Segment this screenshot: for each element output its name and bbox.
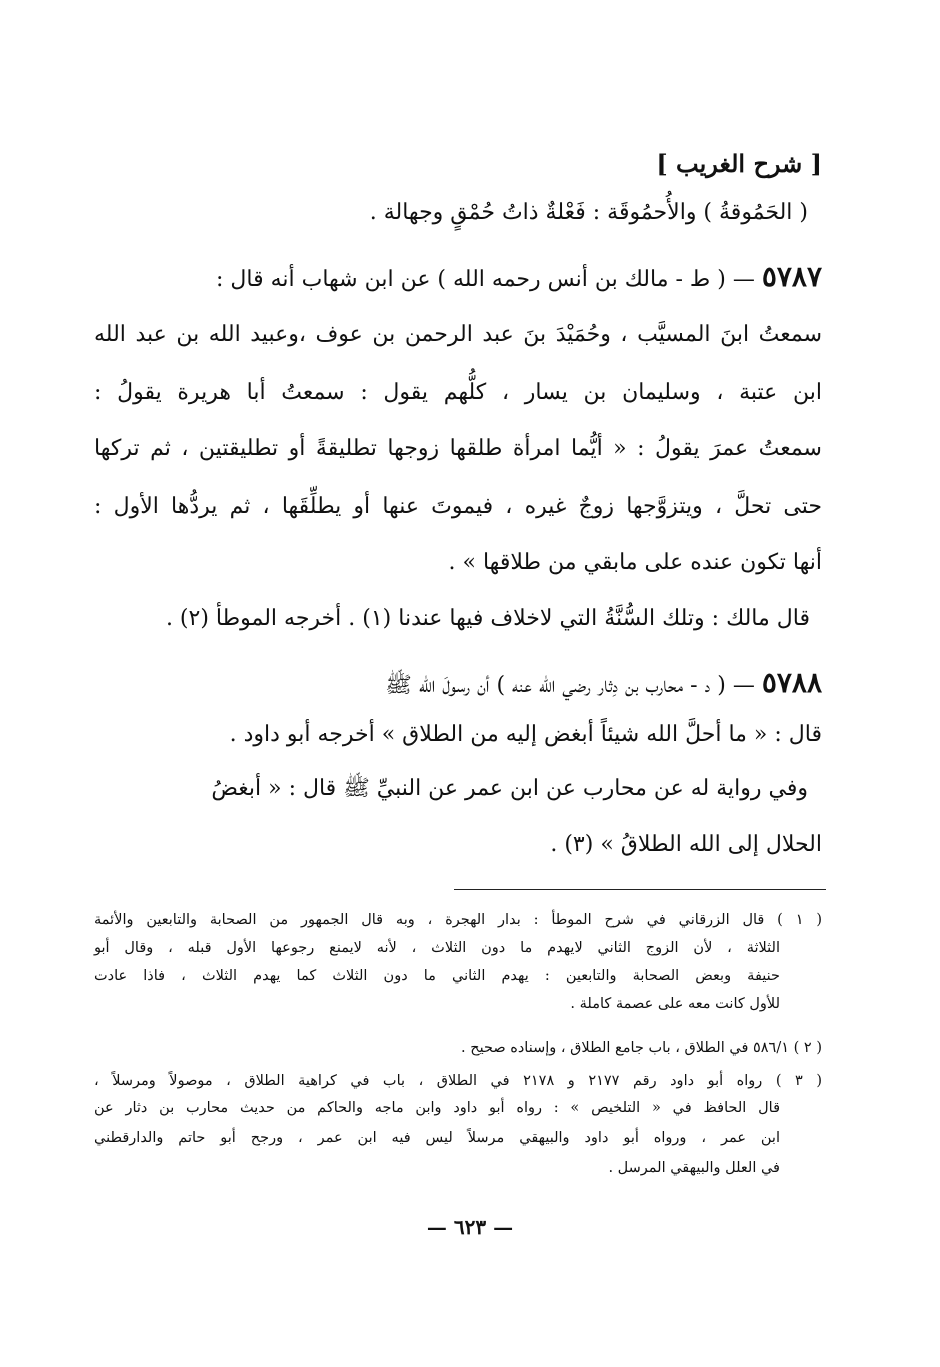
footnote-3-line: ابن عمر ، ورواه أبو داود والبيهقي مرسلاً ليس فيه ابن عمر ، ورجح أبو حاتم والدارقطني xyxy=(94,1130,780,1146)
footnote-1-line: الثلاثة ، لأن الزوج الثاني لايهدم ما دون الثلاث ، لأنه لايمنع رجوعها الأول قبله ، وقال أبو xyxy=(94,940,780,956)
footnote-3-line: في العلل والبيهقي المرسل . xyxy=(608,1160,780,1176)
hadith-5787-line: سمعتُ عمرَ يقولُ : « أيُّما امرأة طلقها زوجها تطليقةً أو تطليقتين ، ثم تركها xyxy=(94,436,822,461)
malik-note: قال مالك : وتلك السُّنَّةُ التي لاخلاف فيها عندنا (١) . أخرجه الموطأ (٢) . xyxy=(165,606,810,631)
hadith-5787-line: أنها تكون عنده على مابقي من طلاقها » . xyxy=(448,550,822,575)
footnote-1-line: للأول كانت معه على عصمة كاملة . xyxy=(570,996,780,1012)
hadith-5787-header xyxy=(216,260,822,294)
footnote-divider xyxy=(454,889,826,890)
footnote-2-line: ( ٢ ) ٥٨٦/١ في الطلاق ، باب جامع الطلاق ، وإسناده صحيح . xyxy=(461,1040,822,1056)
footnote-3-line: قال الحافظ في « التلخيص » : رواه أبو داود وابن ماجه والحاكم من حديث محارب بن دثار عن xyxy=(94,1100,780,1116)
hadith-5788-line: الحلال إلى الله الطلاقُ » (٣) . xyxy=(550,832,822,857)
hadith-5788-line: قال : « ما أحلَّ الله شيئاً أبغض إليه من الطلاق » أخرجه أبو داود . xyxy=(229,722,822,747)
hadith-number: ٥٧٨٧ xyxy=(761,260,822,293)
footnote-3-line: ( ٣ ) رواه أبو داود رقم ٢١٧٧ و ٢١٧٨ في الطلاق ، باب في كراهية الطلاق ، موصولاً ومرسلاً ، xyxy=(94,1073,822,1089)
gharib-definition: ( الحَمُوقةُ ) والأُحمُوقَة : فَعْلةٌ ذاتُ حُمْقٍ وجهالة . xyxy=(369,200,808,225)
hadith-5788-header xyxy=(385,666,822,700)
page-number: — ٦٢٣ — xyxy=(426,1215,514,1239)
hadith-5787-line: حتى تحلَّ ، ويتزوَّجها زوجٌ غيره ، فيموتَ عنها أو يطلِّقَها ، ثم يردُّها الأول : xyxy=(94,494,822,519)
hadith-5787-line: ابن عتبة ، وسليمان بن يسار ، كلُّهم يقول : سمعتُ أبا هريرة يقولُ : xyxy=(94,380,822,405)
hadith-source: — ( ط - مالك بن أنس رحمه الله ) عن ابن شهاب أنه قال : xyxy=(215,267,755,292)
hadith-5788-line: وفي رواية له عن محارب عن ابن عمر عن النبيِّ ﷺ قال : « أبغضُ xyxy=(211,776,808,801)
hadith-number: ٥٧٨٨ xyxy=(761,666,822,699)
footnote-1-line: حنيفة وبعض الصحابة والتابعين : يهدم الثاني ما دون الثلاث كما يهدم الثلاث ، فاذا عادت xyxy=(94,968,780,984)
hadith-source: — ( د - محارب بن دِثار رضي الله عنه ) أن رسولَ الله ﷺ xyxy=(385,673,755,698)
gharib-heading: [ شرح الغريب ] xyxy=(656,149,822,178)
footnote-1-line: ( ١ ) قال الزرقاني في شرح الموطأ : بدار الهجرة ، وبه قال الجمهور من الصحابة والتابعين والأئمة xyxy=(94,912,822,928)
hadith-5787-line: سمعتُ ابنَ المسيَّب ، وحُمَيْدَ بنَ عبد الرحمن بن عوف ،وعبيد الله بن عبد الله xyxy=(94,322,822,347)
